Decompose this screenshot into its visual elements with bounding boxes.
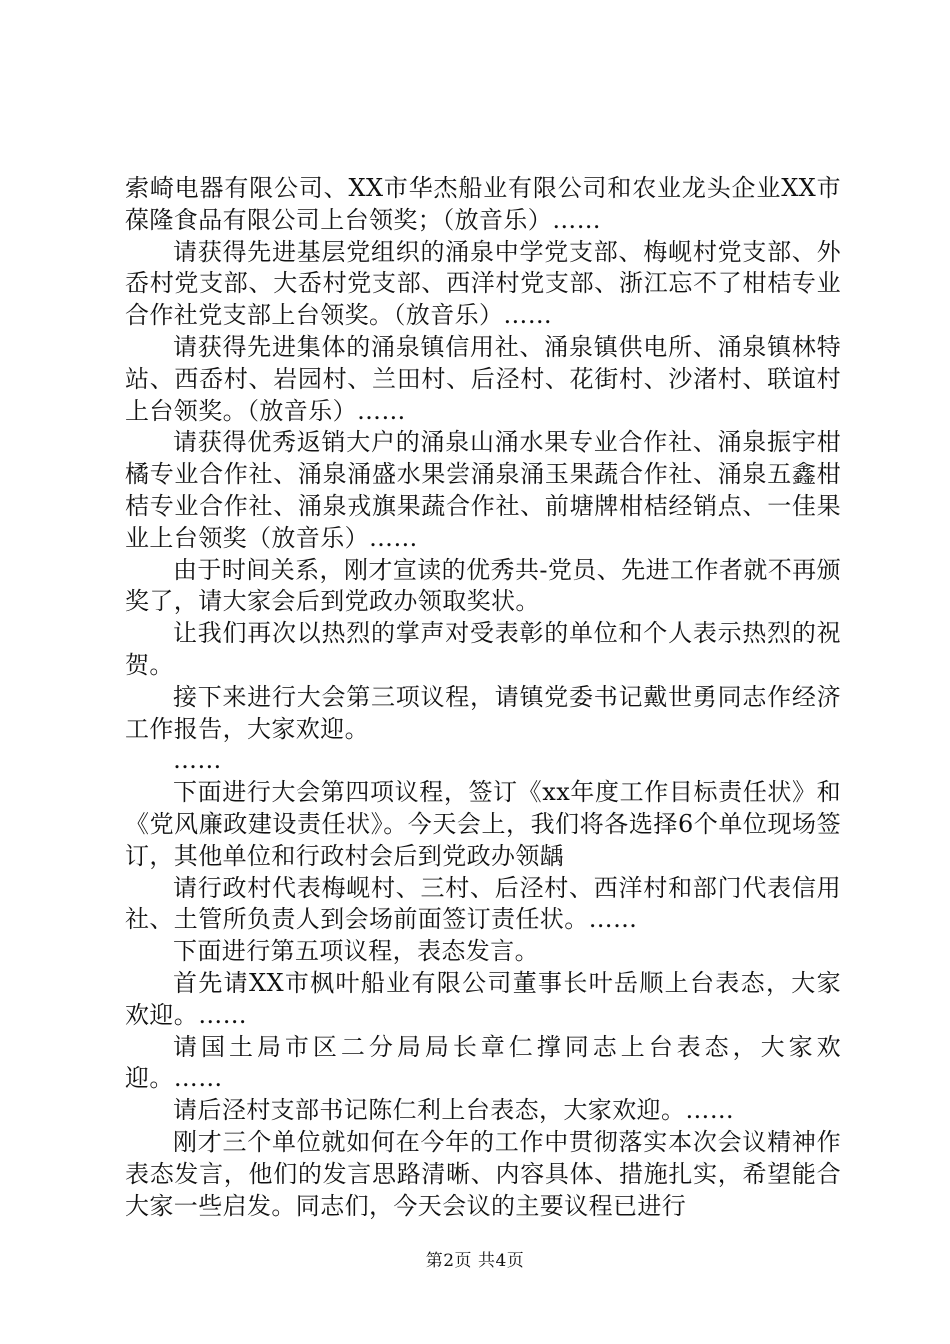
document-body	[125, 173, 841, 1222]
paragraph: 请国土局市区二分局局长章仁撑同志上台表态，大家欢迎。……	[125, 1032, 841, 1093]
paragraph: 请获得先进基层党组织的涌泉中学党支部、梅岘村党支部、外岙村党支部、大岙村党支部、西洋村党支部、浙江忘不了柑桔专业合作社党支部上台领奖。（放音乐）……	[125, 237, 841, 330]
paragraph: 请获得优秀返销大户的涌泉山涌水果专业合作社、涌泉振宇柑橘专业合作社、涌泉涌盛水果尝涌泉涌玉果蔬合作社、涌泉五鑫柑桔专业合作社、涌泉戎旗果蔬合作社、前塘牌柑桔经销点、一佳果业上台领奖（放音乐）……	[125, 428, 841, 552]
paragraph: 索崎电器有限公司、XX市华杰船业有限公司和农业龙头企业XX市葆隆食品有限公司上台领奖；（放音乐）……	[125, 174, 841, 234]
paragraph: ……	[173, 746, 222, 775]
paragraph: 下面进行大会第四项议程，签订《xx年度工作目标责任状》和《党风廉政建设责任状》。今天会上，我们将各选择6个单位现场签订，其他单位和行政村会后到党政办领龋	[125, 778, 841, 870]
paragraph: 接下来进行大会第三项议程，请镇党委书记戴世勇同志作经济工作报告，大家欢迎。	[125, 682, 841, 743]
paragraph: 下面进行第五项议程，表态发言。	[173, 937, 539, 966]
paragraph: 让我们再次以热烈的掌声对受表彰的单位和个人表示热烈的祝贺。	[125, 619, 841, 679]
paragraph: 由于时间关系，刚才宣读的优秀共-党员、先进工作者就不再颁奖了，请大家会后到党政办领取奖状。	[125, 555, 841, 616]
paragraph: 请后泾村支部书记陈仁利上台表态，大家欢迎。……	[173, 1096, 735, 1125]
paragraph: 首先请XX市枫叶船业有限公司董事长叶岳顺上台表态，大家欢迎。……	[125, 968, 841, 1029]
page-footer: 第2页 共4页	[425, 1251, 525, 1271]
paragraph: 请行政村代表梅岘村、三村、后泾村、西洋村和部门代表信用社、土管所负责人到会场前面签订责任状。……	[125, 873, 841, 934]
paragraph: 请获得先进集体的涌泉镇信用社、涌泉镇供电所、涌泉镇林特站、西岙村、岩园村、兰田村、后泾村、花街村、沙渚村、联谊村上台领奖。（放音乐）……	[125, 332, 841, 425]
paragraph: 刚才三个单位就如何在今年的工作中贯彻落实本次会议精神作表态发言，他们的发言思路清晰、内容具体、措施扎实，希望能合大家一些启发。同志们，今天会议的主要议程已进行	[125, 1127, 841, 1220]
